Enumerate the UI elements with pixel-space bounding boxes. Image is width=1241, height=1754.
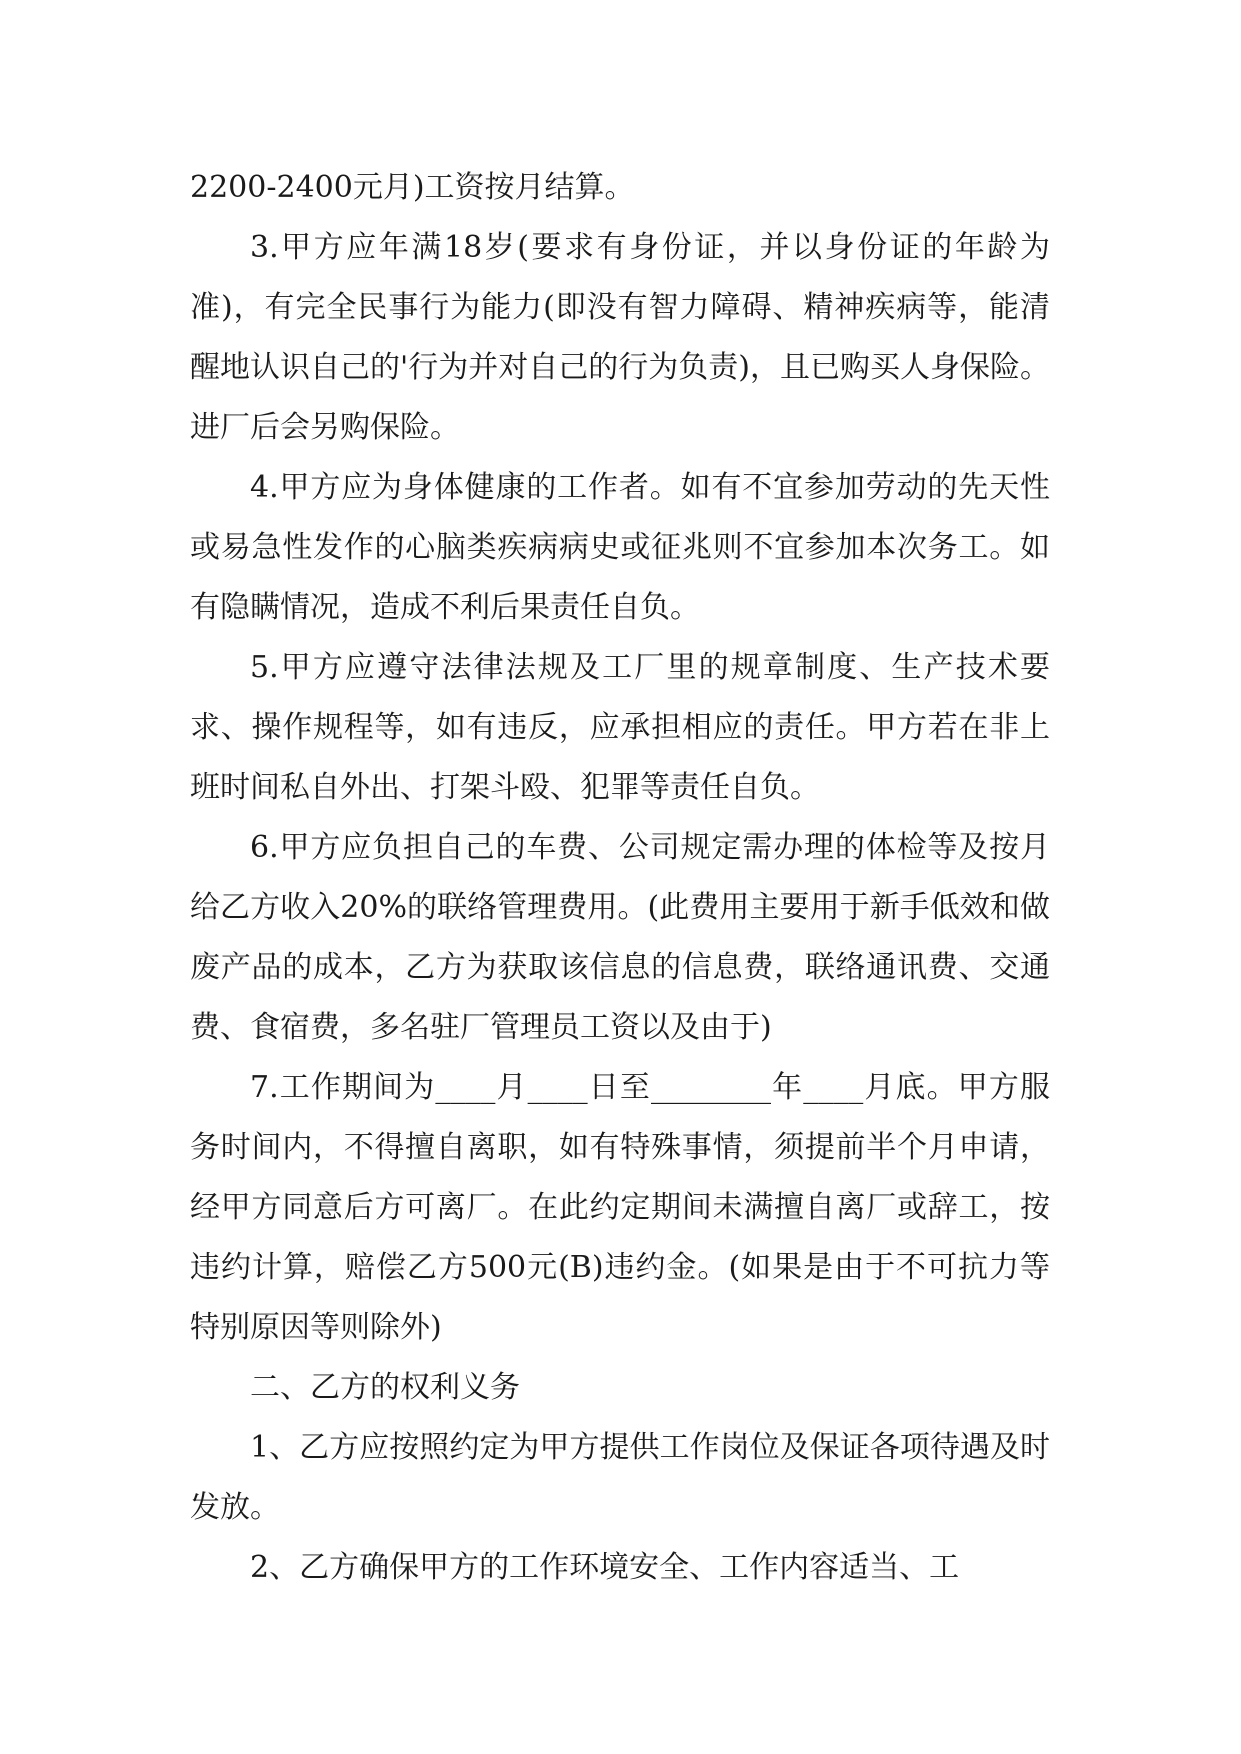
paragraph-party-b-clause-2: 2、乙方确保甲方的工作环境安全、工作内容适当、工 bbox=[250, 1550, 960, 1585]
paragraph-salary-settlement: 2200-2400元月)工资按月结算。 bbox=[190, 170, 635, 205]
paragraph-clause-6-fees: 6.甲方应负担自己的车费、公司规定需办理的体检等及按月给乙方收入20%的联络管理费用。(此费用主要用于新手低效和做废产品的成本，乙方为获取该信息的信息费，联络通讯费、交通费、食宿费，多名驻厂管理员工资以及由于) bbox=[190, 830, 1050, 1045]
section-heading-party-b-rights: 二、乙方的权利义务 bbox=[250, 1370, 520, 1405]
document-body bbox=[190, 158, 1050, 1598]
paragraph-clause-7-work-period: 7.工作期间为____月____日至________年____月底。甲方服务时间内，不得擅自离职，如有特殊事情，须提前半个月申请，经甲方同意后方可离厂。在此约定期间未满擅自离厂或辞工，按违约计算，赔偿乙方500元(B)违约金。(如果是由于不可抗力等特别原因等则除外) bbox=[190, 1070, 1050, 1345]
paragraph-clause-5-rules: 5.甲方应遵守法律法规及工厂里的规章制度、生产技术要求、操作规程等，如有违反，应承担相应的责任。甲方若在非上班时间私自外出、打架斗殴、犯罪等责任自负。 bbox=[190, 650, 1050, 805]
paragraph-party-b-clause-1: 1、乙方应按照约定为甲方提供工作岗位及保证各项待遇及时发放。 bbox=[190, 1430, 1050, 1525]
paragraph-clause-3-age-capacity: 3.甲方应年满18岁(要求有身份证，并以身份证的年龄为准)，有完全民事行为能力(即没有智力障碍、精神疾病等，能清醒地认识自己的'行为并对自己的行为负责)，且已购买人身保险。进厂后会另购保险。 bbox=[190, 230, 1050, 445]
paragraph-clause-4-health: 4.甲方应为身体健康的工作者。如有不宜参加劳动的先天性或易急性发作的心脑类疾病病史或征兆则不宜参加本次务工。如有隐瞒情况，造成不利后果责任自负。 bbox=[190, 470, 1050, 625]
